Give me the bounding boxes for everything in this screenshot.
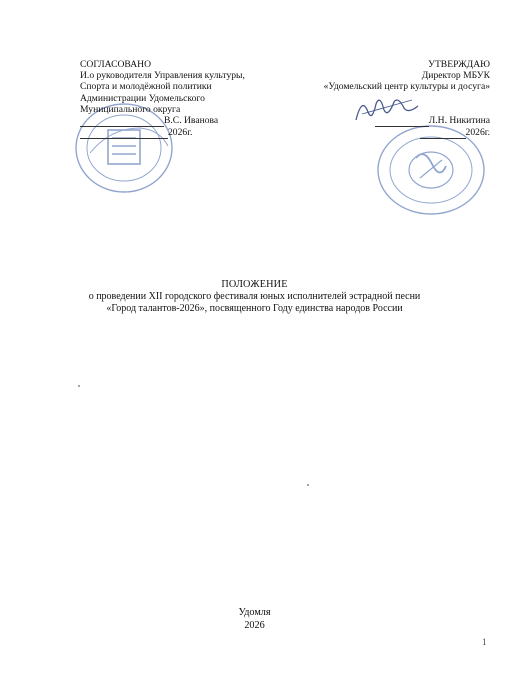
approval-date-underline <box>80 127 168 139</box>
confirmation-date-line <box>324 127 490 139</box>
confirmation-date-underline <box>420 127 466 139</box>
approval-block <box>80 59 245 139</box>
confirmation-signature-underline <box>375 115 429 127</box>
document-subtitle-1: о проведении XII городского фестиваля юных исполнителей эстрадной песни <box>88 291 421 302</box>
approval-year: 2026г. <box>168 127 193 139</box>
scan-speck <box>78 385 80 387</box>
document-title-block <box>0 279 509 315</box>
confirmation-year: 2026г. <box>465 127 490 139</box>
approval-line-4: Муниципального округа <box>80 103 181 115</box>
confirmation-position: Директор МБУК <box>421 70 490 82</box>
confirmation-spacer-2 <box>324 104 490 115</box>
approval-signature-line <box>80 115 245 127</box>
confirmation-signatory: Л.Н. Никитина <box>428 115 490 127</box>
page-number: 1 <box>482 637 487 647</box>
approval-line-2: Спорта и молодёжной политики <box>80 81 212 93</box>
approval-signatory: В.С. Иванова <box>164 115 219 127</box>
scan-speck <box>307 484 309 486</box>
footer-city: Удомля <box>238 607 271 618</box>
document-subtitle-2: «Город талантов-2026», посвященного Году единства народов России <box>106 303 403 314</box>
approval-date-line <box>80 127 245 139</box>
confirmation-block <box>324 59 490 139</box>
confirmation-signature-line <box>324 115 490 127</box>
confirmation-spacer <box>324 93 490 104</box>
confirmation-heading: УТВЕРЖДАЮ <box>428 59 490 70</box>
approval-signature-underline <box>80 115 164 127</box>
footer-year: 2026 <box>244 619 265 631</box>
confirmation-organization: «Удомельский центр культуры и досуга» <box>323 81 490 93</box>
approval-heading: СОГЛАСОВАНО <box>80 59 152 70</box>
approval-line-1: И.о руководителя Управления культуры, <box>80 70 245 82</box>
document-title: ПОЛОЖЕНИЕ <box>221 279 288 290</box>
approval-line-3: Администрации Удомельского <box>80 92 205 104</box>
document-footer <box>0 607 509 632</box>
